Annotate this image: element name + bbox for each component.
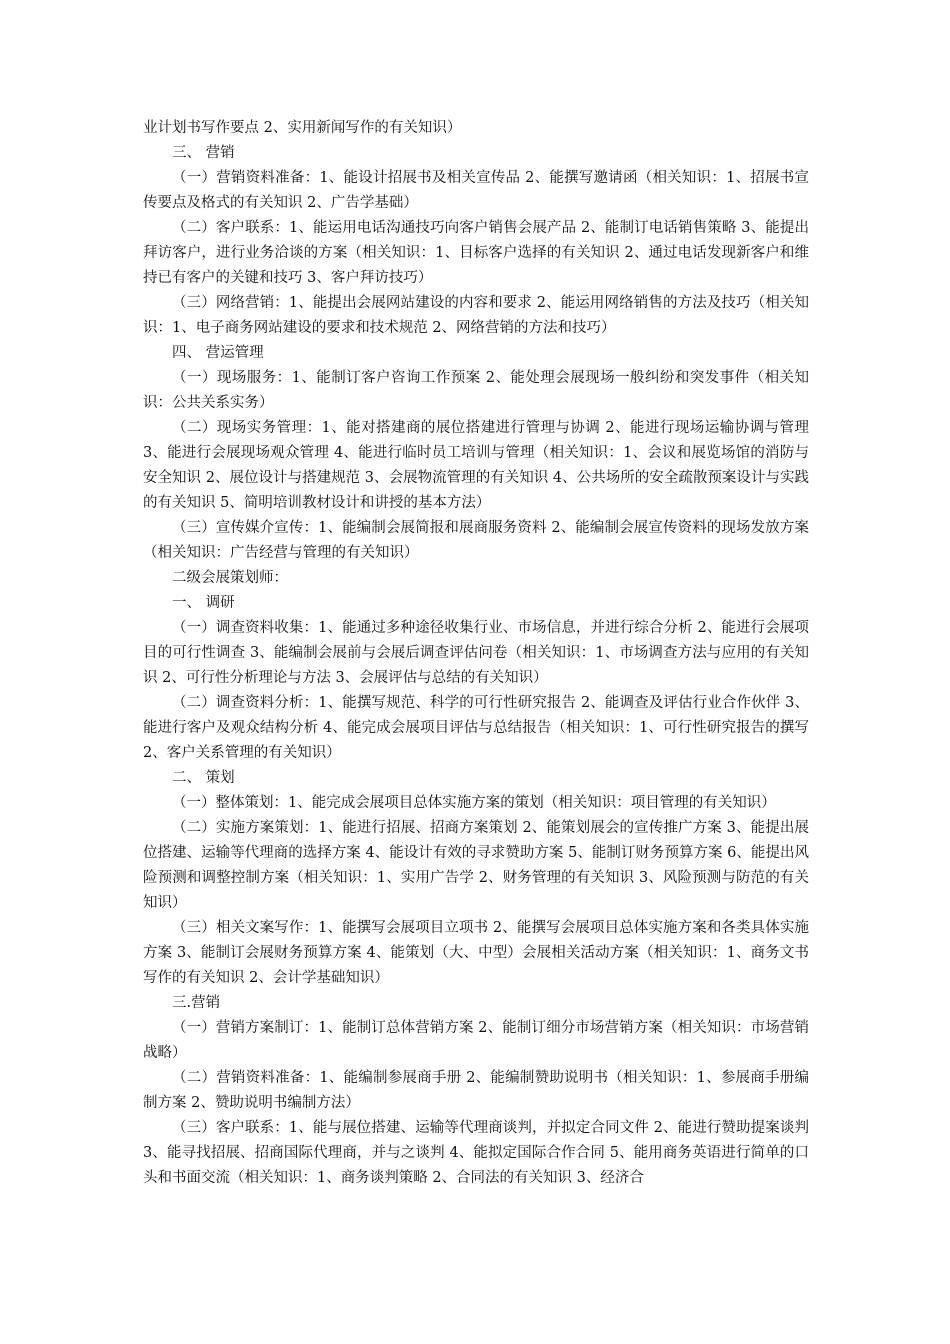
paragraph-marketing-materials-2: （二）营销资料准备：1、能编制参展商手册 2、能编制赞助说明书（相关知识：1、参展商手册编制方案 2、赞助说明书编制方法） [143, 1070, 809, 1111]
paragraph-data-collection: （一）调查资料收集：1、能通过多种途径收集行业、市场信息，并进行综合分析 2、能进行会展项目的可行性调查 3、能编制会展前与会展后调查评估问卷（相关知识：1、市场调查方法与应用的有关知识 2、可行性分析理论与方法 3、会展评估与总结的有关知识） [143, 620, 809, 686]
paragraph-implementation-planning: （二）实施方案策划：1、能进行招展、招商方案策划 2、能策划展会的宣传推广方案 3、能提出展位搭建、运输等代理商的选择方案 4、能设计有效的寻求赞助方案 5、能制订财务预算方案 6、能提出风险预测和调整控制方案（相关知识：1、实用广告学 2、财务管理的有关知识 3、风险预测与防范的有关知识） [143, 820, 809, 911]
section-heading-operations: 四、 营运管理 [172, 345, 264, 361]
paragraph-copywriting: （三）相关文案写作：1、能撰写会展项目立项书 2、能撰写会展项目总体实施方案和各类具体实施方案 3、能制订会展财务预算方案 4、能策划（大、中型）会展相关活动方案（相关知识：1、商务文书写作的有关知识 2、会计学基础知识） [143, 920, 809, 986]
paragraph-online-marketing: （三）网络营销：1、能提出会展网站建设的内容和要求 2、能运用网络销售的方法及技巧（相关知识：1、电子商务网站建设的要求和技术规范 2、网络营销的方法和技巧） [143, 295, 809, 336]
paragraph-marketing-plan: （一）营销方案制订：1、能制订总体营销方案 2、能制订细分市场营销方案（相关知识：市场营销战略） [143, 1020, 809, 1061]
paragraph-media-promotion: （三）宣传媒介宣传：1、能编制会展简报和展商服务资料 2、能编制会展宣传资料的现场发放方案（相关知识：广告经营与管理的有关知识） [143, 520, 809, 561]
paragraph-overall-planning: （一）整体策划：1、能完成会展项目总体实施方案的策划（相关知识：项目管理的有关知识） [172, 795, 776, 811]
section-heading-research: 一、 调研 [172, 595, 235, 611]
paragraph-customer-contact: （二）客户联系：1、能运用电话沟通技巧向客户销售会展产品 2、能制订电话销售策略 3、能提出拜访客户，进行业务洽谈的方案（相关知识：1、目标客户选择的有关知识 2、通过电话发现新客户和维持已有客户的关键和技巧 3、客户拜访技巧） [143, 220, 809, 286]
paragraph-data-analysis: （二）调查资料分析：1、能撰写规范、科学的可行性研究报告 2、能调查及评估行业合作伙伴 3、能进行客户及观众结构分析 4、能完成会展项目评估与总结报告（相关知识：1、可行性研究报告的撰写 2、客户关系管理的有关知识） [143, 695, 809, 761]
paragraph-continuation: 业计划书写作要点 2、实用新闻写作的有关知识） [143, 120, 462, 136]
section-heading-marketing: 三、 营销 [172, 145, 235, 161]
paragraph-onsite-management: （二）现场实务管理：1、能对搭建商的展位搭建进行管理与协调 2、能进行现场运输协调与管理 3、能进行会展现场观众管理 4、能进行临时员工培训与管理（相关知识：1、会议和展览场馆的消防与安全知识 2、展位设计与搭建规范 3、会展物流管理的有关知识 4、公共场所的安全疏散预案设计与实践的有关知识 5、简明培训教材设计和讲授的基本方法） [143, 420, 809, 511]
level-heading: 二级会展策划师： [172, 570, 288, 586]
paragraph-customer-contact-2: （三）客户联系：1、能与展位搭建、运输等代理商谈判，并拟定合同文件 2、能进行赞助提案谈判 3、能寻找招展、招商国际代理商，并与之谈判 4、能拟定国际合作合同 5、能用商务英语进行简单的口头和书面交流（相关知识：1、商务谈判策略 2、合同法的有关知识 3、经济合 [143, 1120, 809, 1186]
section-heading-planning: 二、 策划 [172, 770, 235, 786]
paragraph-marketing-materials: （一）营销资料准备：1、能设计招展书及相关宣传品 2、能撰写邀请函（相关知识：1、招展书宣传要点及格式的有关知识 2、广告学基础） [143, 170, 809, 211]
section-heading-marketing-2: 三.营销 [172, 995, 221, 1011]
document-page [143, 116, 809, 1191]
paragraph-onsite-service: （一）现场服务：1、能制订客户咨询工作预案 2、能处理会展现场一般纠纷和突发事件（相关知识：公共关系实务） [143, 370, 809, 411]
